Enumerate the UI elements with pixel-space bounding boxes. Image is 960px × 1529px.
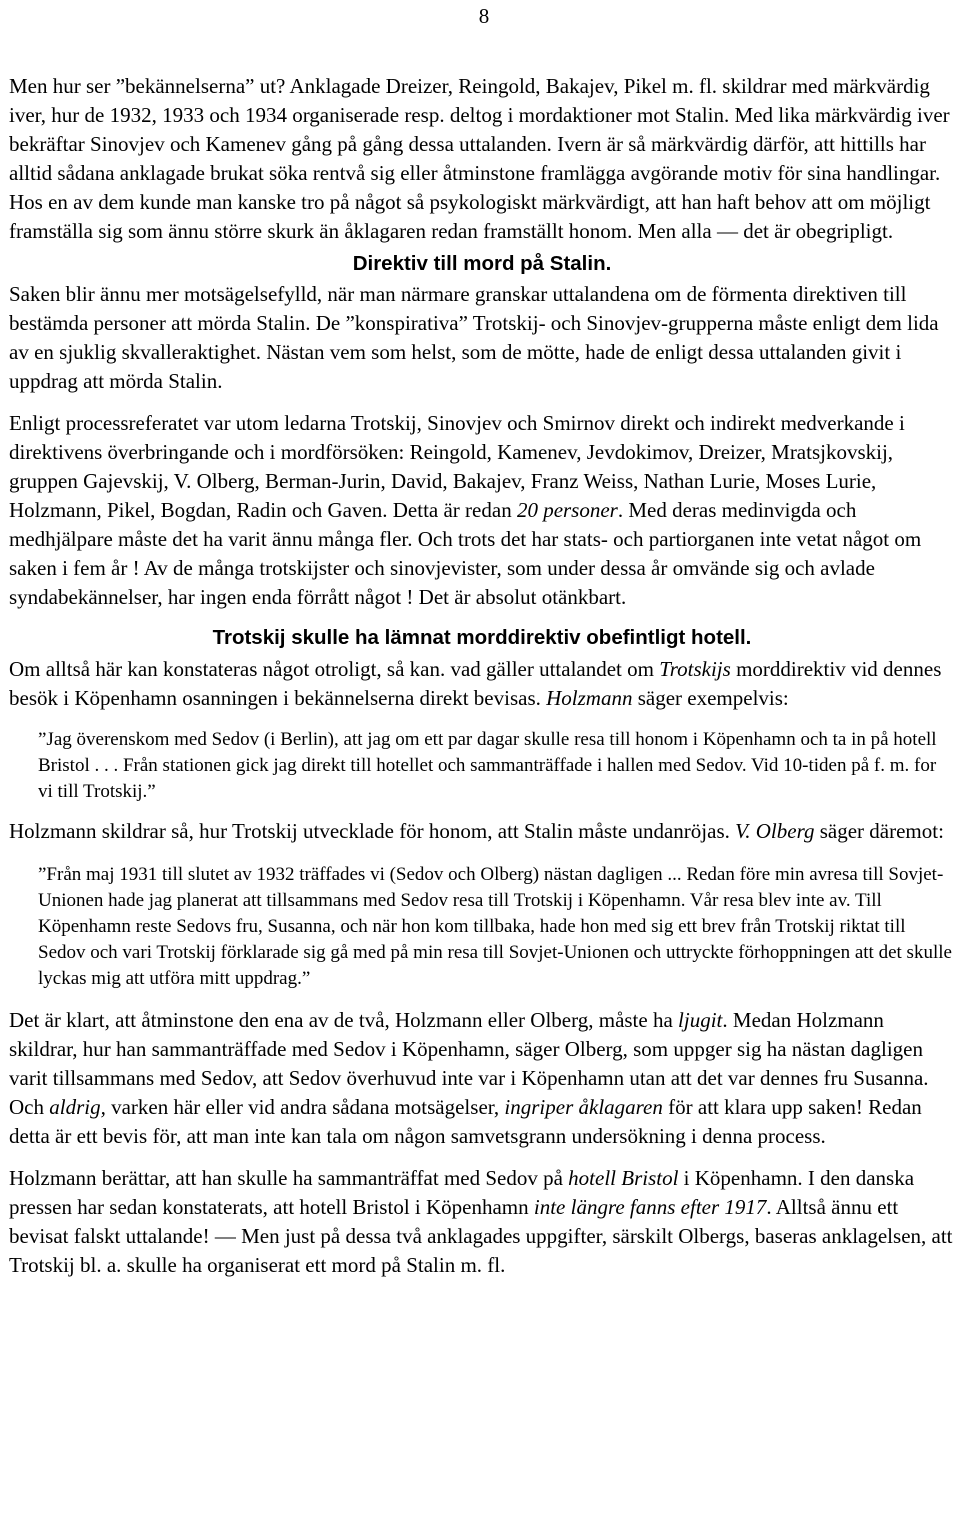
document-body bbox=[9, 72, 955, 1280]
text-span: säger däremot: bbox=[814, 819, 944, 843]
emphasis-span: inte längre fanns efter 1917 bbox=[533, 1195, 767, 1219]
text-span: . Medan Holzmann skildrar, hur han sammanträffade med Sedov i Köpenhamn, säger Olberg, som uppger sig ha nästan dagligen varit tillsammans med Sedov, att Sedov överhuvud inte var i Köpenhamn utan att det var dennes fru Susanna. Och bbox=[9, 1008, 929, 1119]
emphasis-span: ingriper åklagaren bbox=[504, 1095, 663, 1119]
emphasis-span: ljugit bbox=[678, 1008, 723, 1032]
emphasis-span: Holzmann bbox=[546, 686, 633, 710]
text-span: säger exempelvis: bbox=[632, 686, 789, 710]
emphasis-span: Trotskijs bbox=[659, 657, 731, 681]
paragraph-hotel-bristol bbox=[9, 1164, 955, 1280]
text-span: . Med deras medinvigda och medhjälpare måste det ha varit ännu många fler. Och trots det har stats- och partiorganen inte vetat något om saken i fem år ! Av de många trotskijster och sinovjevister, som under dessa år omvände sig och avlade syndabekännelser, har ingen enda förrått något ! Det är absolut otänkbart. bbox=[9, 498, 922, 609]
text-span: morddirektiv vid dennes besök i Köpenhamn osanningen i bekännelserna direkt bevisas. bbox=[9, 657, 942, 710]
blockquote-holzmann bbox=[38, 727, 955, 805]
emphasis-span: 20 personer bbox=[516, 498, 618, 522]
page-number: 8 bbox=[478, 4, 490, 28]
emphasis-span: hotell Bristol bbox=[568, 1166, 679, 1190]
text-span: för att klara upp saken! Redan detta är ett bevis för, att man inte kan tala om någon samvetsgrann undersökning i denna process. bbox=[9, 1095, 922, 1148]
text-span: varken här eller vid andra sådana motsägelser, bbox=[105, 1095, 505, 1119]
text-span: Holzmann berättar, att han skulle ha sammanträffat med Sedov på bbox=[9, 1166, 569, 1190]
text-span: Det är klart, att åtminstone den ena av de två, Holzmann eller Olberg, måste ha bbox=[9, 1008, 679, 1032]
paragraph-contradictions: Saken blir ännu mer motsägelsefylld, när man närmare granskar uttalandena om de förmenta direktiven till bestämda personer att mörda Stalin. De ”konspirativa” Trotskij- och Sinovjev-grupperna måste enligt dem lida av en sjuklig skvalleraktighet. Nästan vem som helst, som de mötte, hade de enligt dessa uttalanden givit i uppdrag att mörda Stalin. bbox=[9, 282, 939, 393]
paragraph-confessions: Men hur ser ”bekännelserna” ut? Anklagade Dreizer, Reingold, Bakajev, Pikel m. fl. skildrar med märkvärdig iver, hur de 1932, 1933 och 1934 organiserade resp. deltog i mordaktioner mot Stalin. Med lika märkvärdig iver bekräftar Sinovjev och Kamenev gång på gång dessa uttalanden. Ivern är så märkvärdig därför, att hittills har alltid sådana anklagade brukat söka rentvå sig eller åtminstone framlägga avgörande motiv för sina handlingar. Hos en av dem kunde man kanske tro på något så psykologiskt märkvärdigt, att han haft behov att om möjligt framställa sig som ännu större skurk än åklagaren redan framställt honom. Men alla — det är obegripligt. bbox=[9, 74, 950, 243]
paragraph-holzmann-intro bbox=[9, 655, 955, 713]
paragraph-olberg-intro bbox=[9, 817, 955, 846]
text-span: i Köpenhamn. I den danska pressen har sedan konstaterats, att hotell Bristol i Köpenhamn bbox=[9, 1166, 915, 1219]
paragraph-lied bbox=[9, 1006, 955, 1151]
emphasis-span: V. Olberg bbox=[735, 819, 815, 843]
text-span: Enligt processreferatet var utom ledarna Trotskij, Sinovjev och Smirnov direkt och indirekt medverkande i direktivens överbringande och i mordförsöken: Reingold, Kamenev, Jevdokimov, Dreizer, Mratsjkovskij, gruppen Gajevskij, V. Olberg, Berman-Jurin, David, Bakajev, Franz Weiss, Nathan Lurie, Moses Lurie, Holzmann, Pikel, Bogdan, Radin och Gaven. Detta är redan bbox=[9, 411, 905, 522]
heading-directives: Direktiv till mord på Stalin. bbox=[352, 252, 612, 275]
quote-text: ”Från maj 1931 till slutet av 1932 träffades vi (Sedov och Olberg) nästan dagligen ... Redan före min avresa till Sovjet-Unionen hade jag planerat att tillsammans med Sedov resa till Trotskij i Köpenhamn. Vår resa blev inte av. Till Köpenhamn reste Sedovs fru, Susanna, och när hon kom tillbaka, hade hon med sig ett brev från Trotskij riktat till Sedov och vari Trotskij förklarade sig gå med på min resa till Sovjet-Unionen och uttryckte förhoppningen att det skulle lyckas mig att utföra mitt uppdrag.” bbox=[38, 864, 952, 989]
text-span: . Alltså ännu ett bevisat falskt uttalande! — Men just på dessa två anklagades uppgifter, särskilt Olbergs, baseras anklagelsen, att Trotskij bl. a. skulle ha organiserat ett mord på Stalin m. fl. bbox=[9, 1195, 953, 1277]
quote-text: ”Jag överenskom med Sedov (i Berlin), att jag om ett par dagar skulle resa till honom i Köpenhamn och ta in på hotell Bristol . . . Från stationen gick jag direkt till hotellet och sammanträffade i hallen med Sedov. Vid 10-tiden på f. m. for vi till Trotskij.” bbox=[38, 729, 937, 802]
blockquote-olberg bbox=[38, 862, 955, 992]
heading-hotel: Trotskij skulle ha lämnat morddirektiv obefintligt hotell. bbox=[212, 626, 752, 649]
emphasis-span: aldrig, bbox=[49, 1095, 106, 1119]
text-span: Om alltså här kan konstateras något otroligt, så kan. vad gäller uttalandet om bbox=[9, 657, 660, 681]
paragraph-participants bbox=[9, 409, 955, 612]
text-span: Holzmann skildrar så, hur Trotskij utvecklade för honom, att Stalin måste undanröjas. bbox=[9, 819, 736, 843]
